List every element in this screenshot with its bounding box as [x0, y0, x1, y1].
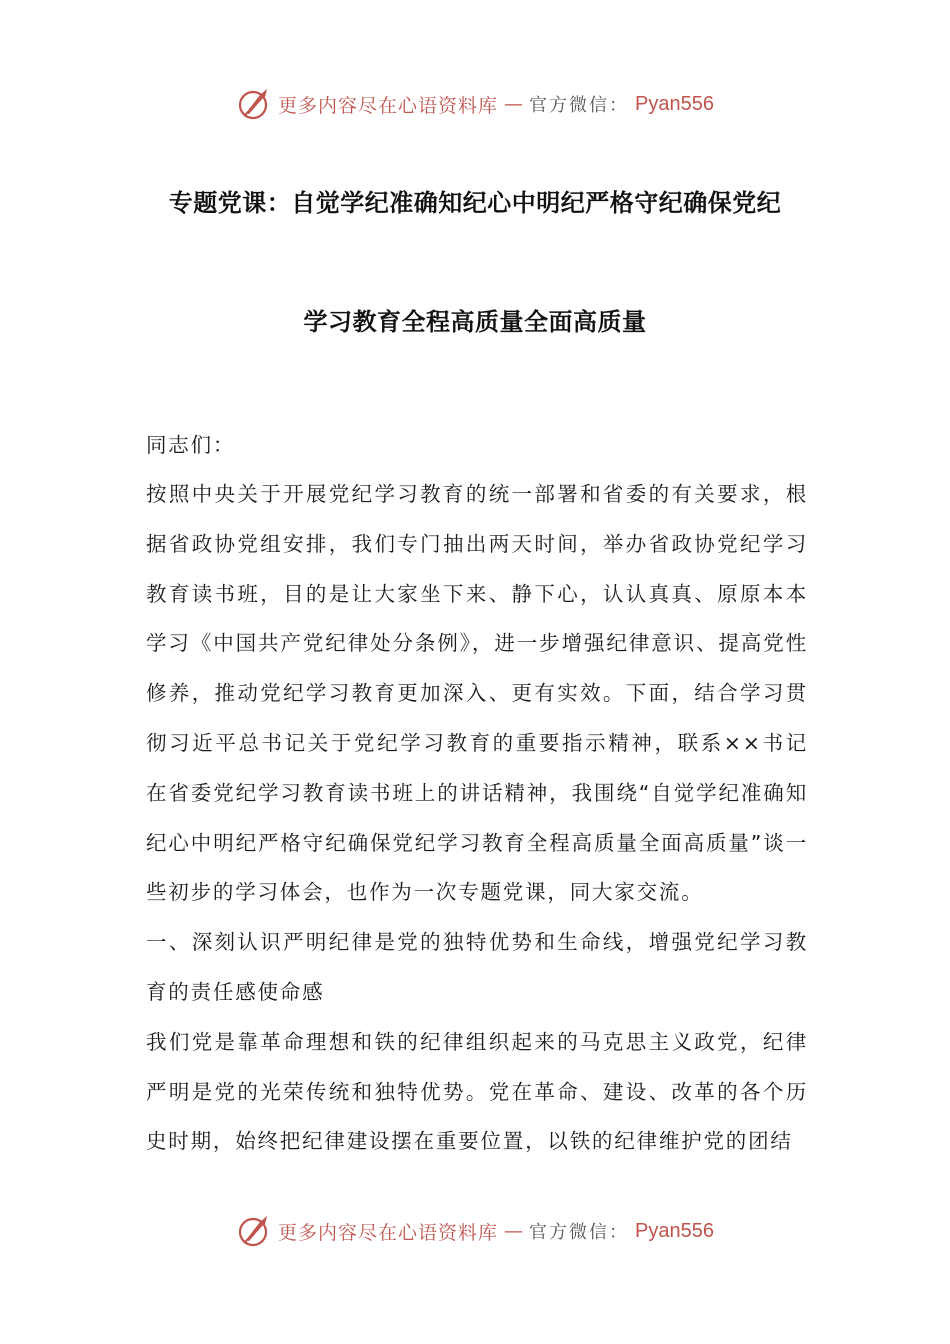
quill-pen-logo-icon [236, 1213, 272, 1249]
wechat-id: Pyan556 [635, 1219, 714, 1242]
paragraph-intro: 按照中央关于开展党纪学习教育的统一部署和省委的有关要求，根据省政协党组安排，我们专门抽出两天时间，举办省政协党纪学习教育读书班，目的是让大家坐下来、静下心，认认真真、原原本本学习《中国共产党纪律处分条例》，进一步增强纪律意识、提高党性修养，推动党纪学习教育更加深入、更有实效。下面，结合学习贯彻习近平总书记关于党纪学习教育的重要指示精神，联系××书记在省委党纪学习教育读书班上的讲话精神，我围绕“自觉学纪准确知纪心中明纪严格守纪确保党纪学习教育全程高质量全面高质量”谈一些初步的学习体会，也作为一次专题党课，同大家交流。 [146, 482, 808, 905]
wechat-id: Pyan556 [635, 92, 714, 115]
document-body [146, 470, 808, 1167]
banner-dash: — [504, 1220, 524, 1242]
site-name: 更多内容尽在心语资料库 [278, 1221, 499, 1244]
header-watermark-banner [0, 84, 950, 124]
wechat-label: 官方微信： [529, 95, 630, 116]
footer-watermark-banner [0, 1211, 950, 1251]
site-name: 更多内容尽在心语资料库 [278, 94, 499, 117]
paragraph-section-1: 我们党是靠革命理想和铁的纪律组织起来的马克思主义政党，纪律严明是党的光荣传统和独特优势。党在革命、建设、改革的各个历史时期，始终把纪律建设摆在重要位置，以铁的纪律维护党的团结 [146, 1029, 808, 1154]
document-title-line-2: 学习教育全程高质量全面高质量 [303, 308, 647, 336]
document-title-line-1: 专题党课：自觉学纪准确知纪心中明纪严格守纪确保党纪 [168, 189, 782, 217]
section-heading-1: 一、深刻认识严明纪律是党的独特优势和生命线，增强党纪学习教育的责任感使命感 [146, 930, 808, 1004]
wechat-label: 官方微信： [529, 1222, 630, 1243]
quill-pen-logo-icon [236, 86, 272, 122]
greeting: 同志们： [146, 433, 236, 457]
banner-dash: — [504, 93, 524, 115]
